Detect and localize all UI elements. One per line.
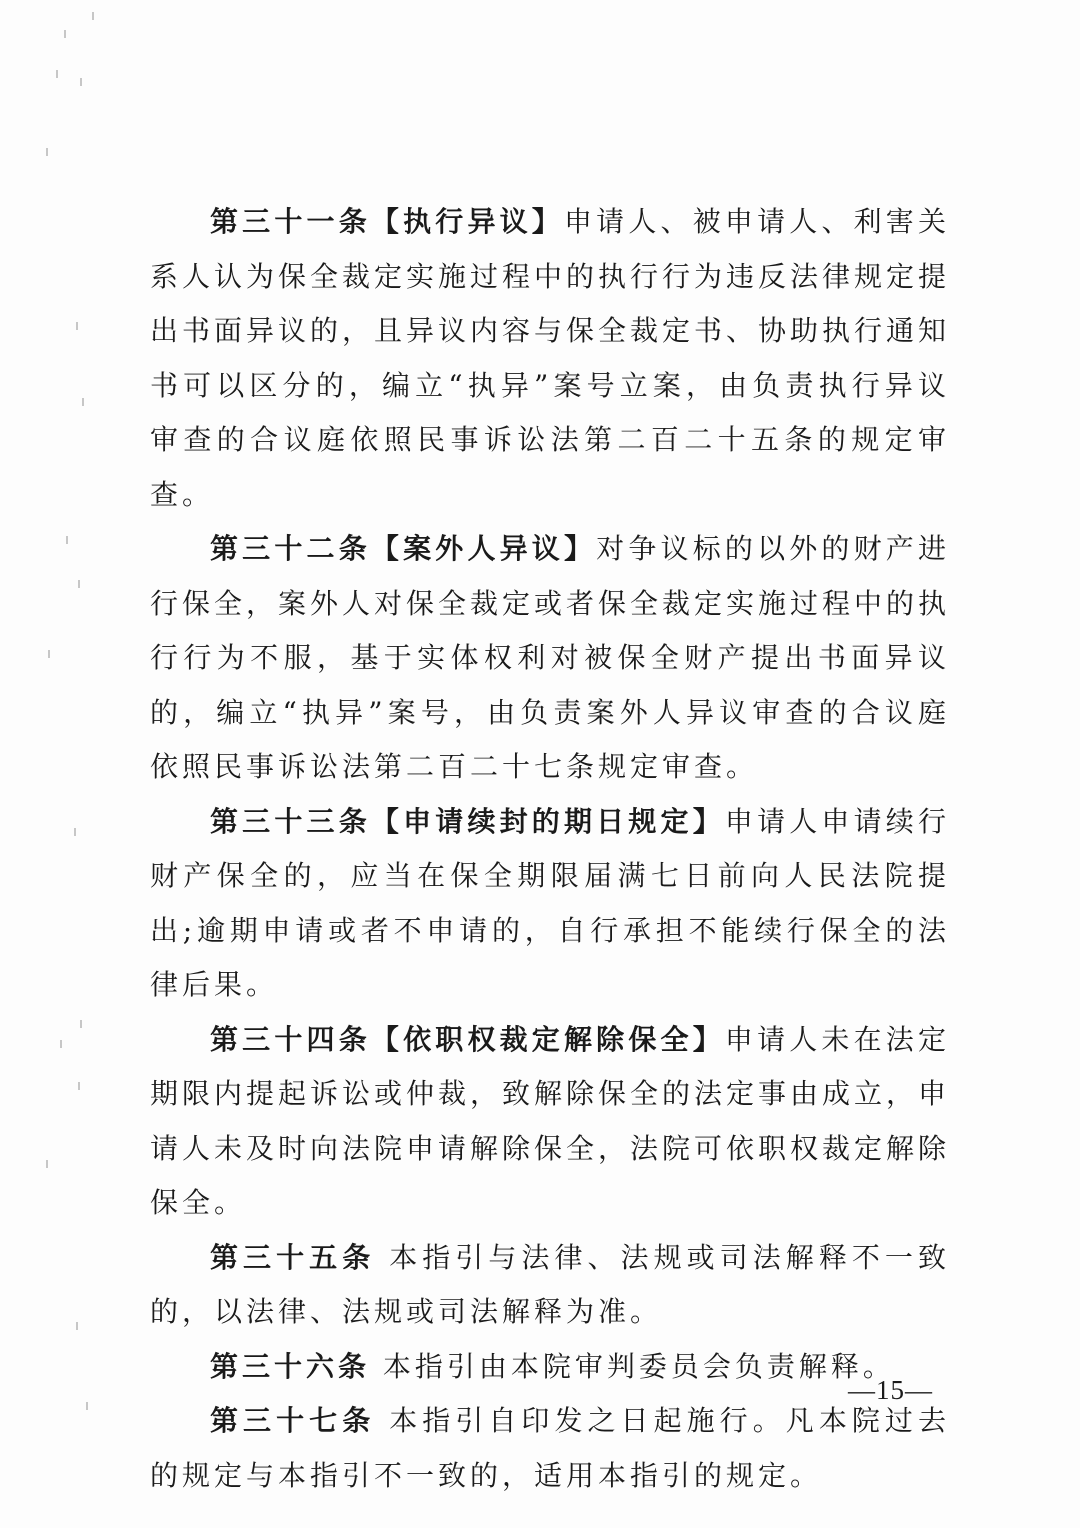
scan-speck — [78, 1082, 80, 1090]
article-text: 申请人未在法定期限内提起诉讼或仲裁，致解除保全的法定事由成立，申请人未及时向法院申请解除保全，法院可依职权裁定解除保全。 — [150, 1022, 951, 1219]
scan-speck — [76, 1322, 78, 1330]
article-36 — [150, 1340, 950, 1395]
article-35 — [150, 1231, 950, 1340]
scan-speck — [86, 1402, 88, 1410]
article-text: 申请人申请续行财产保全的，应当在保全期限届满七日前向人民法院提出;逾期申请或者不申请的，自行承担不能续行保全的法律后果。 — [150, 804, 950, 1001]
scan-speck — [48, 650, 50, 658]
scan-speck — [78, 580, 80, 588]
article-title: 第三十七条 — [210, 1404, 376, 1437]
scan-speck — [56, 70, 58, 78]
article-text: 对争议标的以外的财产进行保全，案外人对保全裁定或者保全裁定实施过程中的执行行为不服，基于实体权利对被保全财产提出书面异议的，编立“执异”案号，由负责案外人异议审查的合议庭依照民事诉讼法第二百二十七条规定审查。 — [150, 532, 951, 783]
article-32 — [150, 522, 950, 795]
article-text: 申请人、被申请人、利害关系人认为保全裁定实施过程中的执行行为违反法律规定提出书面异议的，且异议内容与保全裁定书、协助执行通知书可以区分的，编立“执异”案号立案，由负责执行异议审查的合议庭依照民事诉讼法第二百二十五条的规定审查。 — [150, 205, 951, 511]
article-separator — [375, 1241, 389, 1274]
scan-speck — [64, 30, 66, 38]
scan-speck — [76, 322, 78, 330]
article-title: 第三十二条【案外人异议】 — [210, 532, 597, 565]
article-31 — [150, 195, 950, 522]
article-34 — [150, 1013, 950, 1231]
article-title: 第三十三条【申请续封的期日规定】 — [210, 804, 725, 838]
page-number: —15— — [848, 1375, 933, 1405]
article-text: 本指引由本院审判委员会负责解释。 — [382, 1349, 895, 1383]
article-separator — [370, 1350, 383, 1383]
scan-speck — [46, 1160, 48, 1168]
article-title: 第三十五条 — [210, 1240, 376, 1274]
article-separator — [375, 1404, 389, 1437]
scan-speck — [60, 1040, 62, 1048]
scan-speck — [80, 1020, 82, 1028]
scan-speck — [74, 828, 76, 836]
scan-speck — [92, 12, 94, 20]
article-text: 本指引与法律、法规或司法解释不一致的，以法律、法规或司法解释为准。 — [150, 1240, 950, 1328]
document-body — [150, 195, 950, 1503]
scan-speck — [66, 536, 68, 544]
scan-speck — [80, 78, 82, 86]
article-title: 第三十四条【依职权裁定解除保全】 — [210, 1022, 725, 1056]
scan-speck — [46, 148, 48, 156]
article-text: 本指引自印发之日起施行。凡本院过去的规定与本指引不一致的，适用本指引的规定。 — [150, 1404, 950, 1492]
article-33 — [150, 795, 950, 1013]
article-37 — [150, 1394, 950, 1503]
scan-speck — [82, 398, 84, 406]
article-title: 第三十一条【执行异议】 — [210, 205, 564, 238]
article-title: 第三十六条 — [210, 1349, 371, 1383]
